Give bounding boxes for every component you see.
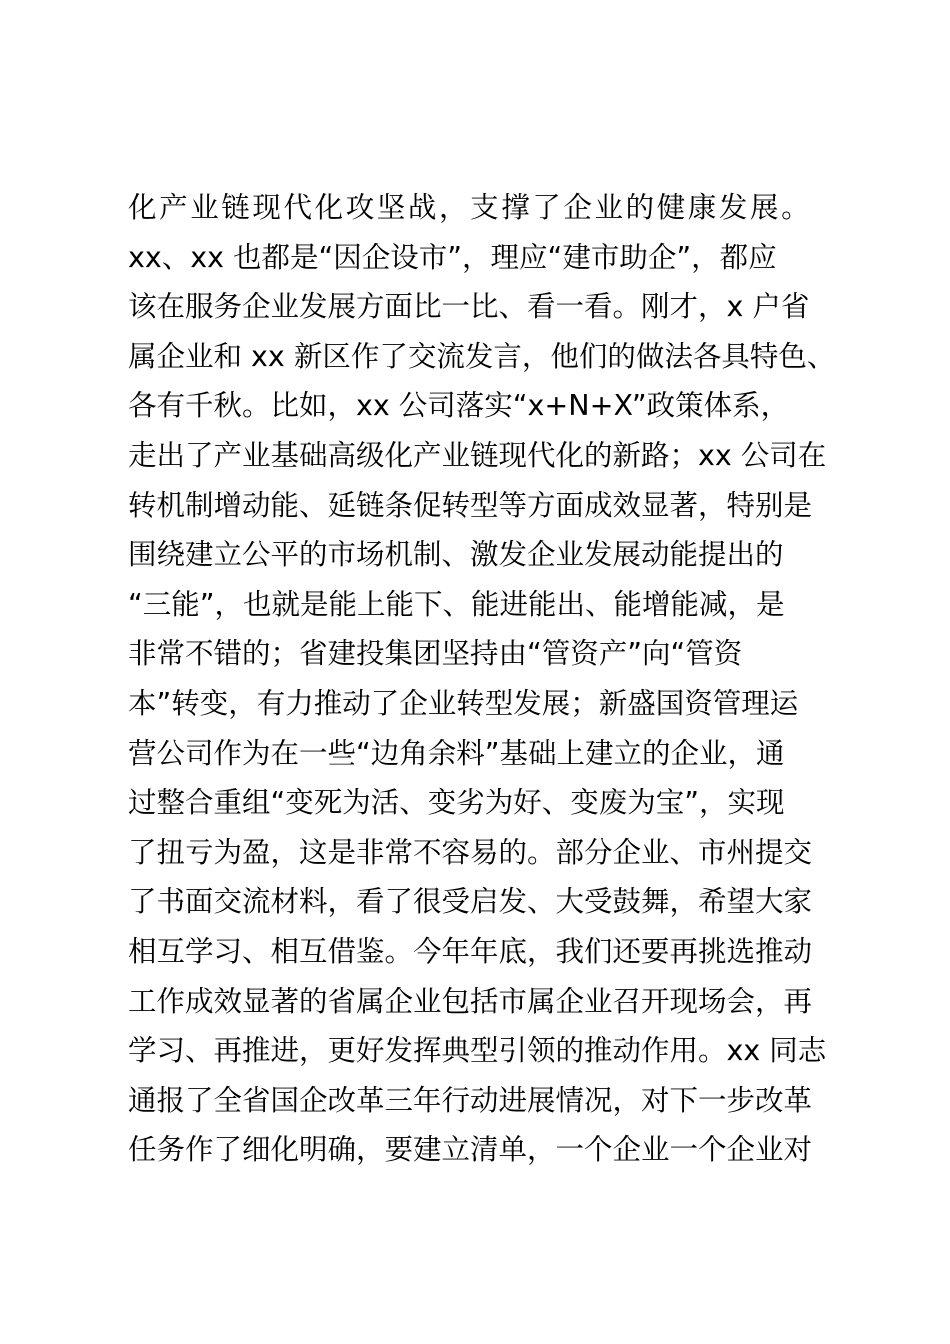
text-line-19: 通报了全省国企改革三年行动进展情况，对下一步改革 [128,1083,813,1117]
text-line-17: 工作成效显著的省属企业包括市属企业召开现场会，再 [128,984,813,1018]
text-line-15: 了书面交流材料，看了很受启发、大受鼓舞，希望大家 [128,885,813,919]
text-line-16: 相互学习、相互借鉴。今年年底，我们还要再挑选推动 [128,934,813,968]
text-line-2: xx、xx 也都是“因企设市”，理应“建市助企”，都应 [128,240,777,274]
text-line-1: 化产业链现代化攻坚战，支撑了企业的健康发展。 [128,191,813,224]
text-line-3: 该在服务企业发展方面比一比、看一看。刚才，x 户省 [128,290,810,324]
text-line-13: 过整合重组“变死为活、变劣为好、变废为宝”，实现 [128,786,785,820]
text-line-8: 围绕建立公平的市场机制、激发企业发展动能提出的 [128,538,784,572]
text-line-7: 转机制增动能、延链条促转型等方面成效显著，特别是 [128,488,813,522]
text-line-10: 非常不错的；省建投集团坚持由“管资产”向“管资 [128,637,743,671]
text-line-6: 走出了产业基础高级化产业链现代化的新路；xx 公司在 [128,438,827,472]
body-paragraph [128,183,848,1175]
text-line-5: 各有千秋。比如，xx 公司落实“x+N+X”政策体系， [128,389,790,423]
text-line-14: 了扭亏为盈，这是非常不容易的。部分企业、市州提交 [128,835,813,869]
text-line-20: 任务作了细化明确，要建立清单，一个企业一个企业对 [128,1133,813,1167]
text-line-12: 营公司作为在一些“边角余料”基础上建立的企业，通 [128,736,785,770]
text-line-4: 属企业和 xx 新区作了交流发言，他们的做法各具特色、 [128,339,836,373]
text-line-9: “三能”，也就是能上能下、能进能出、能增能减，是 [128,587,785,621]
text-line-11: 本”转变，有力推动了企业转型发展；新盛国资管理运 [128,686,799,720]
text-line-18: 学习、再推进，更好发挥典型引领的推动作用。xx 同志 [128,1034,827,1068]
